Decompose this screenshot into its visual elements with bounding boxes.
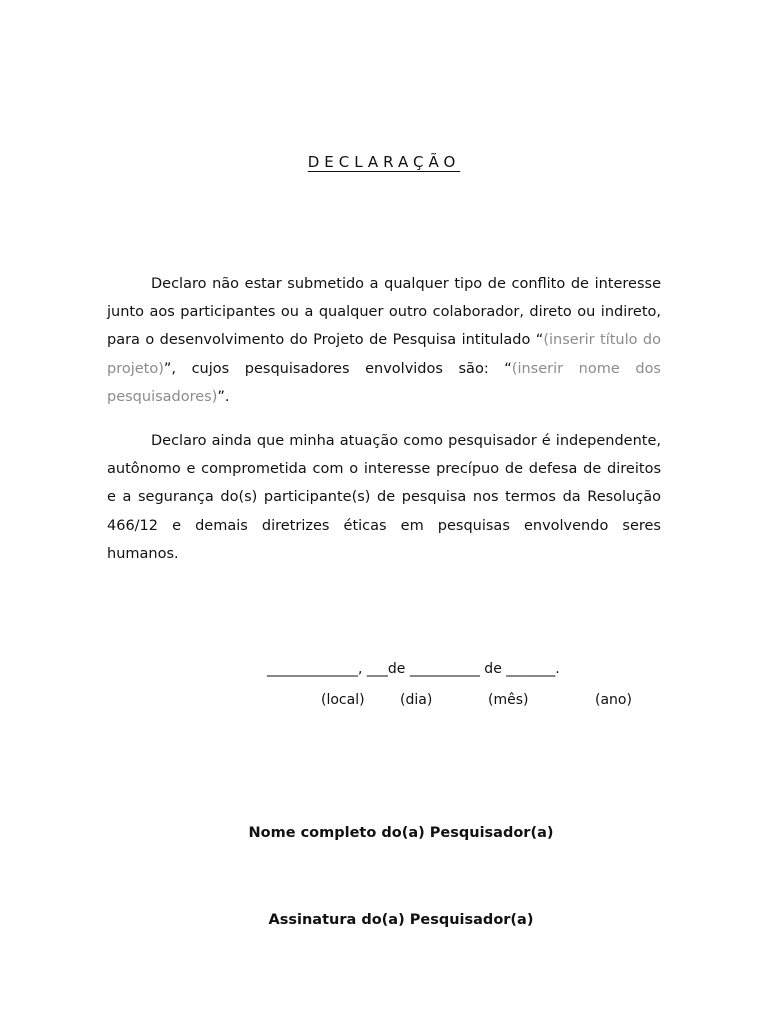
date-label-month: (mês) [488, 692, 529, 708]
date-label-local: (local) [321, 692, 365, 708]
document-title: DECLARAÇÃO [307, 153, 461, 171]
date-label-day: (dia) [400, 692, 433, 708]
date-line: _____________, ___de __________ de _______. [267, 661, 560, 677]
researcher-signature-label: Assinatura do(a) Pesquisador(a) [268, 912, 534, 928]
researcher-full-name-label: Nome completo do(a) Pesquisador(a) [248, 825, 554, 841]
date-label-year: (ano) [595, 692, 632, 708]
declaration-paragraph-1 [107, 270, 661, 411]
project-title-placeholder: (inserir título do projeto) [107, 332, 661, 377]
paragraph-1-text-a: Declaro não estar submetido a qualquer tipo de conflito de interesse junto aos participantes ou a qualquer outro colaborador, direto ou indireto, para o desenvolvimento do Projeto de Pesquisa intitulado “ [107, 276, 661, 349]
date-labels [0, 692, 768, 712]
paragraph-1-text-b: ”, cujos pesquisadores envolvidos são: “ [163, 360, 512, 377]
paragraph-1-text-c: ”. [217, 388, 230, 405]
declaration-paragraph-2: Declaro ainda que minha atuação como pesquisador é independente, autônomo e comprometida com o interesse precípuo de defesa de direitos e a segurança do(s) participante(s) de pesquisa nos termos da Resolução 466/12 e demais diretrizes éticas em pesquisas envolvendo seres humanos. [107, 433, 661, 562]
researchers-placeholder: (inserir nome dos pesquisadores) [107, 360, 661, 405]
